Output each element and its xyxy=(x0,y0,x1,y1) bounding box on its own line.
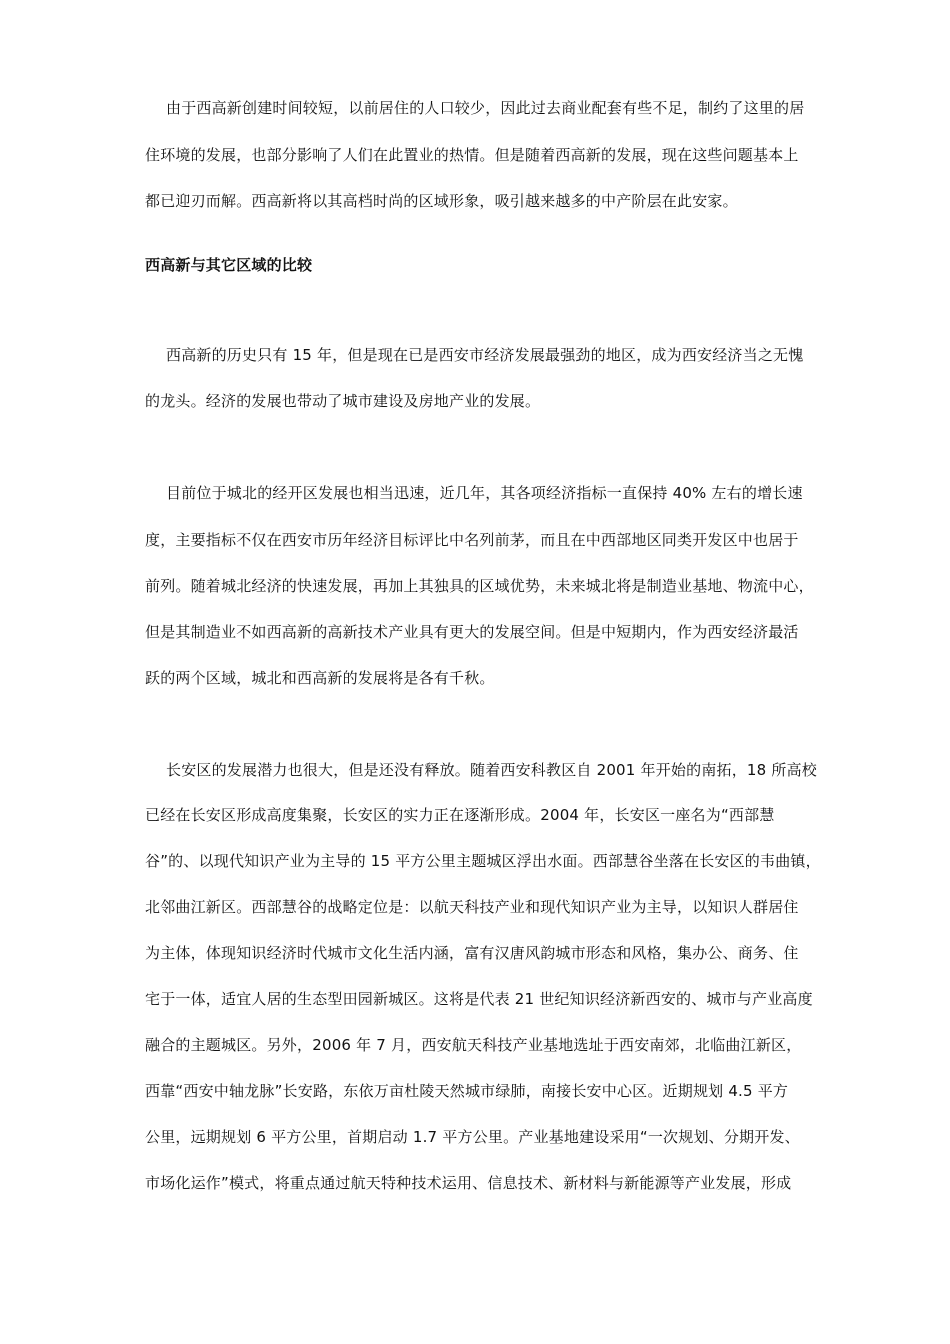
paragraph-4-line-5: 为主体，体现知识经济时代城市文化生活内涵，富有汉唐风韵城市形态和风格，集办公、商务、住 xyxy=(145,944,799,962)
paragraph-4-line-6: 宅于一体，适宜人居的生态型田园新城区。这将是代表 21 世纪知识经济新西安的、城市与产业高度 xyxy=(145,990,813,1008)
paragraph-4-line-9: 公里，远期规划 6 平方公里，首期启动 1.7 平方公里。产业基地建设采用“一次规划、分期开发、 xyxy=(145,1128,800,1146)
paragraph-4-line-10: 市场化运作”模式，将重点通过航天特种技术运用、信息技术、新材料与新能源等产业发展，形成 xyxy=(145,1174,792,1192)
paragraph-4-line-3: 谷”的、以现代知识产业为主导的 15 平方公里主题城区浮出水面。西部慧谷坐落在长安区的韦曲镇， xyxy=(145,852,821,870)
paragraph-2-line-1: 西高新的历史只有 15 年，但是现在已是西安市经济发展最强劲的地区，成为西安经济当之无愧 xyxy=(166,346,804,364)
paragraph-2-line-2: 的龙头。经济的发展也带动了城市建设及房地产业的发展。 xyxy=(145,392,541,410)
paragraph-3-line-5: 跃的两个区域，城北和西高新的发展将是各有千秋。 xyxy=(145,669,495,687)
paragraph-1-line-1: 由于西高新创建时间较短，以前居住的人口较少，因此过去商业配套有些不足，制约了这里的居 xyxy=(166,99,805,117)
paragraph-1-line-3: 都已迎刃而解。西高新将以其高档时尚的区域形象，吸引越来越多的中产阶层在此安家。 xyxy=(145,192,738,210)
paragraph-4-line-1: 长安区的发展潜力也很大，但是还没有释放。随着西安科教区自 2001 年开始的南拓，18 所高校 xyxy=(166,761,817,779)
paragraph-4-line-8: 西靠“西安中轴龙脉”长安路，东依万亩杜陵天然城市绿肺，南接长安中心区。近期规划 4.5 平方 xyxy=(145,1082,789,1100)
paragraph-4-line-2: 已经在长安区形成高度集聚，长安区的实力正在逐渐形成。2004 年，长安区一座名为“西部慧 xyxy=(145,806,775,824)
paragraph-3-line-2: 度，主要指标不仅在西安市历年经济目标评比中名列前茅，而且在中西部地区同类开发区中也居于 xyxy=(145,531,799,549)
paragraph-1-line-2: 住环境的发展，也部分影响了人们在此置业的热情。但是随着西高新的发展，现在这些问题基本上 xyxy=(145,146,799,164)
paragraph-3-line-4: 但是其制造业不如西高新的高新技术产业具有更大的发展空间。但是中短期内，作为西安经济最活 xyxy=(145,623,799,641)
section-heading: 西高新与其它区域的比较 xyxy=(145,256,313,274)
paragraph-4-line-7: 融合的主题城区。另外，2006 年 7 月，西安航天科技产业基地选址于西安南郊，北临曲江新区， xyxy=(145,1036,802,1054)
paragraph-3-line-1: 目前位于城北的经开区发展也相当迅速，近几年，其各项经济指标一直保持 40% 左右的增长速 xyxy=(166,484,803,502)
paragraph-4-line-4: 北邻曲江新区。西部慧谷的战略定位是：以航天科技产业和现代知识产业为主导，以知识人群居住 xyxy=(145,898,799,916)
paragraph-3-line-3: 前列。随着城北经济的快速发展，再加上其独具的区域优势，未来城北将是制造业基地、物流中心， xyxy=(145,577,814,595)
